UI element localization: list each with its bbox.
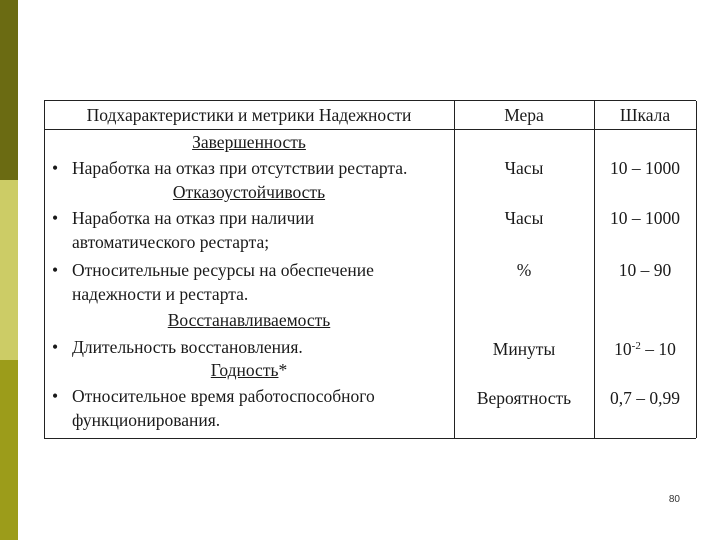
section-title: Отказоустойчивость (172, 182, 326, 202)
bullet: • (52, 208, 59, 228)
header-measure: Мера (504, 105, 544, 125)
bullet: • (52, 337, 59, 357)
header-metric: Подхарактеристики и метрики Надежности (86, 105, 412, 125)
section-title: Завершенность (192, 132, 306, 152)
scale-base: 10 (614, 339, 632, 359)
metric-scale: 10 – 1000 (610, 158, 680, 178)
scale-rest: – 10 (640, 339, 676, 359)
header-scale: Шкала (619, 105, 671, 125)
section-title: Восстанавливаемость (167, 310, 331, 330)
metric-scale: 0,7 – 0,99 (610, 388, 680, 408)
sidebar-segment-bottom (0, 360, 18, 540)
bullet: • (52, 158, 59, 178)
sidebar-decoration (0, 0, 18, 540)
metric-name-continued: автоматического рестарта; (72, 232, 270, 252)
metric-name-continued: функционирования. (72, 410, 221, 430)
metric-name: Длительность восстановления. (72, 337, 303, 357)
metric-name: Относительные ресурсы на обеспечение (72, 260, 374, 280)
page-number: 80 (668, 494, 680, 505)
footnote-mark: * (278, 360, 288, 380)
metric-scale (594, 338, 696, 360)
metric-scale: 10 – 90 (618, 260, 672, 280)
metric-measure: Минуты (492, 339, 556, 359)
metric-name: Наработка на отказ при отсутствии рестарта. (72, 158, 408, 178)
metric-measure: % (516, 260, 532, 280)
sidebar-segment-top (0, 0, 18, 180)
metric-measure: Вероятность (476, 388, 572, 408)
table-border-right (696, 101, 697, 438)
section-title (44, 359, 454, 381)
metric-measure: Часы (504, 208, 544, 228)
bullet: • (52, 386, 59, 406)
scale-exponent: -2 (631, 340, 641, 352)
metric-name-continued: надежности и рестарта. (72, 284, 249, 304)
metric-measure: Часы (504, 158, 544, 178)
bullet: • (52, 260, 59, 280)
header-divider (44, 129, 696, 130)
metric-name: Относительное время работоспособного (72, 386, 375, 406)
reliability-metrics-table (44, 100, 696, 439)
metric-name: Наработка на отказ при наличии (72, 208, 315, 228)
metric-scale: 10 – 1000 (610, 208, 680, 228)
sidebar-segment-middle (0, 180, 18, 360)
section-title-text: Годность (210, 360, 279, 380)
